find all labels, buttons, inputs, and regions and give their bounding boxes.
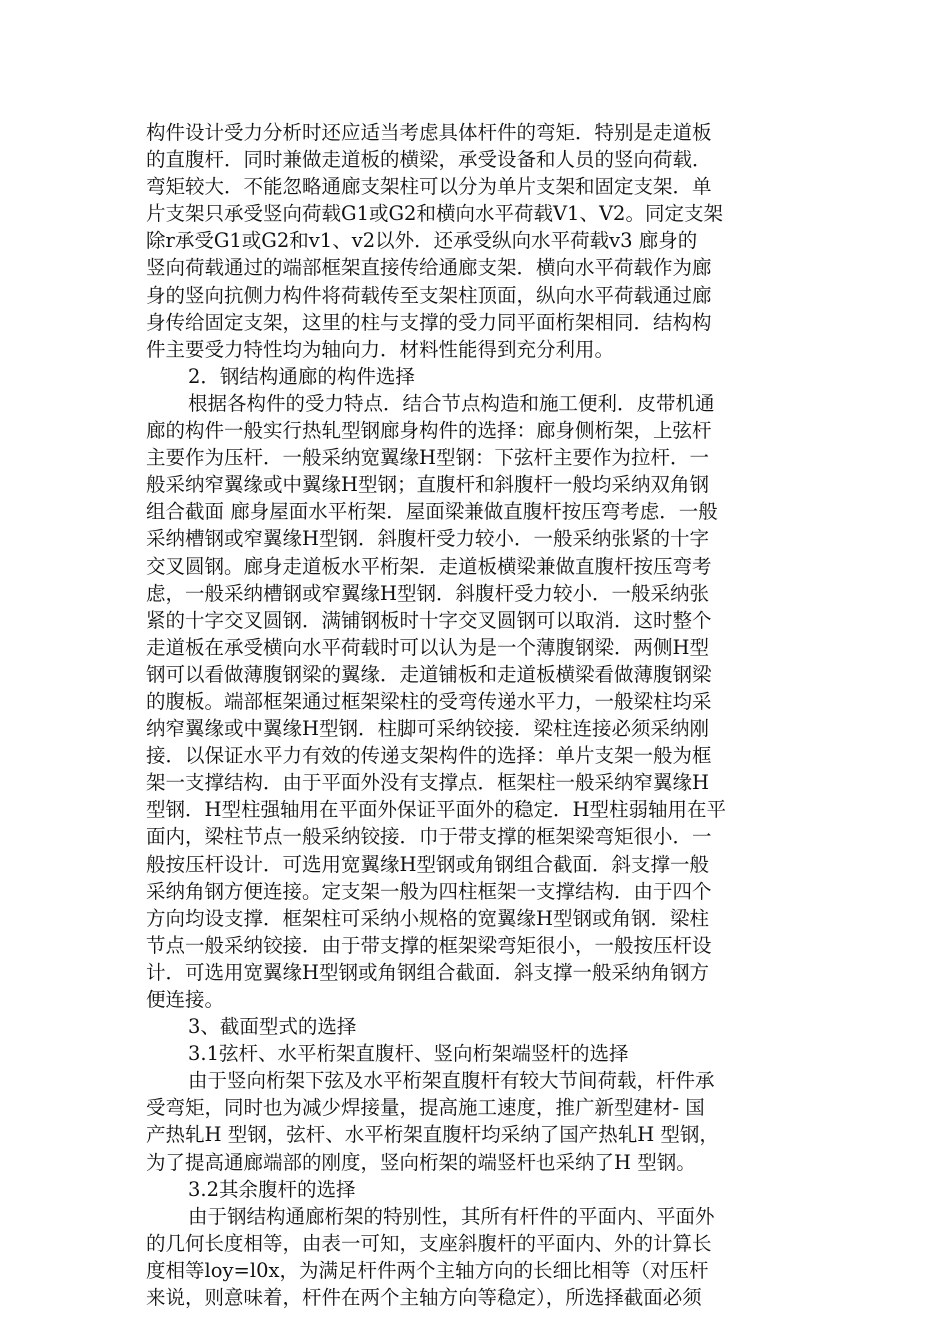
text-line: 面内，梁柱节点一般采纳铰接．巾于带支撑的框架梁弯矩很小．一 — [146, 825, 712, 849]
text-line: 件主要受力特性均为轴向力．材料性能得到充分利用。 — [146, 337, 615, 361]
text-line: 虑，一般采纳槽钢或窄翼缘H型钢．斜腹杆受力较小．一般采纳张 — [146, 581, 710, 605]
text-line: 产热轧H 型钢，弦杆、水平桁架直腹杆均采纳了国产热轧H 型钢， — [146, 1123, 719, 1147]
text-line: 的腹板。端部框架通过框架梁柱的受弯传递水平力，一般梁柱均采 — [146, 689, 712, 713]
paragraph-start-line: 3.2其余腹杆的选择 — [188, 1177, 356, 1201]
text-line: 为了提高通廊端部的刚度，竖向桁架的端竖杆也采纳了H 型钢。 — [146, 1150, 696, 1174]
text-line: 身传给固定支架，这里的柱与支撑的受力同平面桁架相同．结构构 — [146, 310, 712, 334]
text-line: 的几何长度相等，由表一可知，支座斜腹杆的平面内、外的计算长 — [146, 1231, 712, 1255]
text-line: 采纳角钢方便连接。定支架一般为四柱框架一支撑结构．由于四个 — [146, 879, 712, 903]
text-line: 主要作为压杆．一般采纳宽翼缘H型钢：下弦杆主要作为拉杆．一 — [146, 446, 710, 470]
text-line: 构件设计受力分析时还应适当考虑具体杆件的弯矩．特别是走道板 — [146, 121, 712, 144]
text-line: 钢可以看做薄腹钢梁的翼缘．走道铺板和走道板横梁看做薄腹钢梁 — [146, 662, 712, 686]
paragraph-start-line: 由于钢结构通廊桁架的特别性，其所有杆件的平面内、平面外 — [188, 1204, 715, 1228]
text-line: 身的竖向抗侧力构件将荷载传至支架柱顶面，纵向水平荷载通过廊 — [146, 283, 712, 307]
paragraph-start-line: 3、截面型式的选择 — [188, 1015, 357, 1039]
text-line: 廊的构件一般实行热轧型钢廊身构件的选择：廊身侧桁架，上弦杆 — [146, 419, 712, 443]
text-line: 便连接。 — [146, 988, 225, 1011]
text-line: 的直腹杆．同时兼做走道板的横梁，承受设备和人员的竖向荷载． — [146, 148, 712, 172]
paragraph-start-line: 3.1弦杆、水平桁架直腹杆、竖向桁架端竖杆的选择 — [188, 1042, 629, 1066]
paragraph-start-line: 由于竖向桁架下弦及水平桁架直腹杆有较大节间荷载，杆件承 — [188, 1069, 715, 1093]
text-line: 度相等loy=l0x，为满足杆件两个主轴方向的长细比相等（对压杆 — [146, 1258, 709, 1282]
text-line: 片支架只承受竖向荷载G1或G2和横向水平荷载V1、V2。同定支架 — [146, 202, 723, 226]
text-line: 来说，则意味着，杆件在两个主轴方向等稳定），所选择截面必须 — [146, 1286, 702, 1310]
text-line: 交叉圆钢。廊身走道板水平桁架．走道板横梁兼做直腹杆按压弯考 — [146, 554, 712, 578]
text-line: 架一支撑结构．由于平面外没有支撑点．框架柱一般采纳窄翼缘H — [146, 771, 710, 795]
paragraph-start-line: 根据各构件的受力特点．结合节点构造和施工便利．皮带机通 — [188, 391, 715, 415]
text-line: 组合截面 廊身屋面水平桁架．屋面梁兼做直腹杆按压弯考虑．一般 — [146, 500, 718, 524]
document-body — [146, 119, 806, 1311]
text-line: 节点一般采纳铰接．由于带支撑的框架梁弯矩很小，一般按压杆设 — [146, 933, 712, 957]
text-line: 受弯矩，同时也为减少焊接量，提高施工速度，推广新型建材- 国 — [146, 1096, 705, 1120]
text-line: 接．以保证水平力有效的传递支架构件的选择：单片支架一般为框 — [146, 744, 712, 768]
text-line: 方向均设支撑．框架柱可采纳小规格的宽翼缘H型钢或角钢．梁柱 — [146, 906, 710, 930]
text-line: 弯矩较大．不能忽略通廊支架柱可以分为单片支架和固定支架．单 — [146, 175, 712, 199]
text-line: 纳窄翼缘或中翼缘H型钢．柱脚可采纳铰接．梁柱连接必须采纳刚 — [146, 717, 710, 741]
text-line: 竖向荷载通过的端部框架直接传给通廊支架．横向水平荷载作为廊 — [146, 256, 712, 280]
text-line: 采纳槽钢或窄翼缘H型钢．斜腹杆受力较小．一般采纳张紧的十字 — [146, 527, 710, 551]
text-line: 计．可选用宽翼缘H型钢或角钢组合截面．斜支撑一般采纳角钢方 — [146, 960, 710, 984]
text-line: 除r承受G1或G2和v1、v2以外．还承受纵向水平荷载v3 廊身的 — [146, 229, 698, 253]
text-line: 走道板在承受横向水平荷载时可以认为是一个薄腹钢梁．两侧H型 — [146, 635, 710, 659]
text-line: 般按压杆设计．可选用宽翼缘H型钢或角钢组合截面．斜支撑一般 — [146, 852, 710, 876]
text-line: 般采纳窄翼缘或中翼缘H型钢；直腹杆和斜腹杆一般均采纳双角钢 — [146, 473, 710, 497]
text-line: 型钢．H型柱强轴用在平面外保证平面外的稳定．H型柱弱轴用在平 — [146, 798, 727, 822]
paragraph-start-line: 2．钢结构通廊的构件选择 — [188, 364, 415, 388]
text-line: 紧的十字交叉圆钢．满铺钢板时十字交叉圆钢可以取消．这时整个 — [146, 608, 712, 632]
